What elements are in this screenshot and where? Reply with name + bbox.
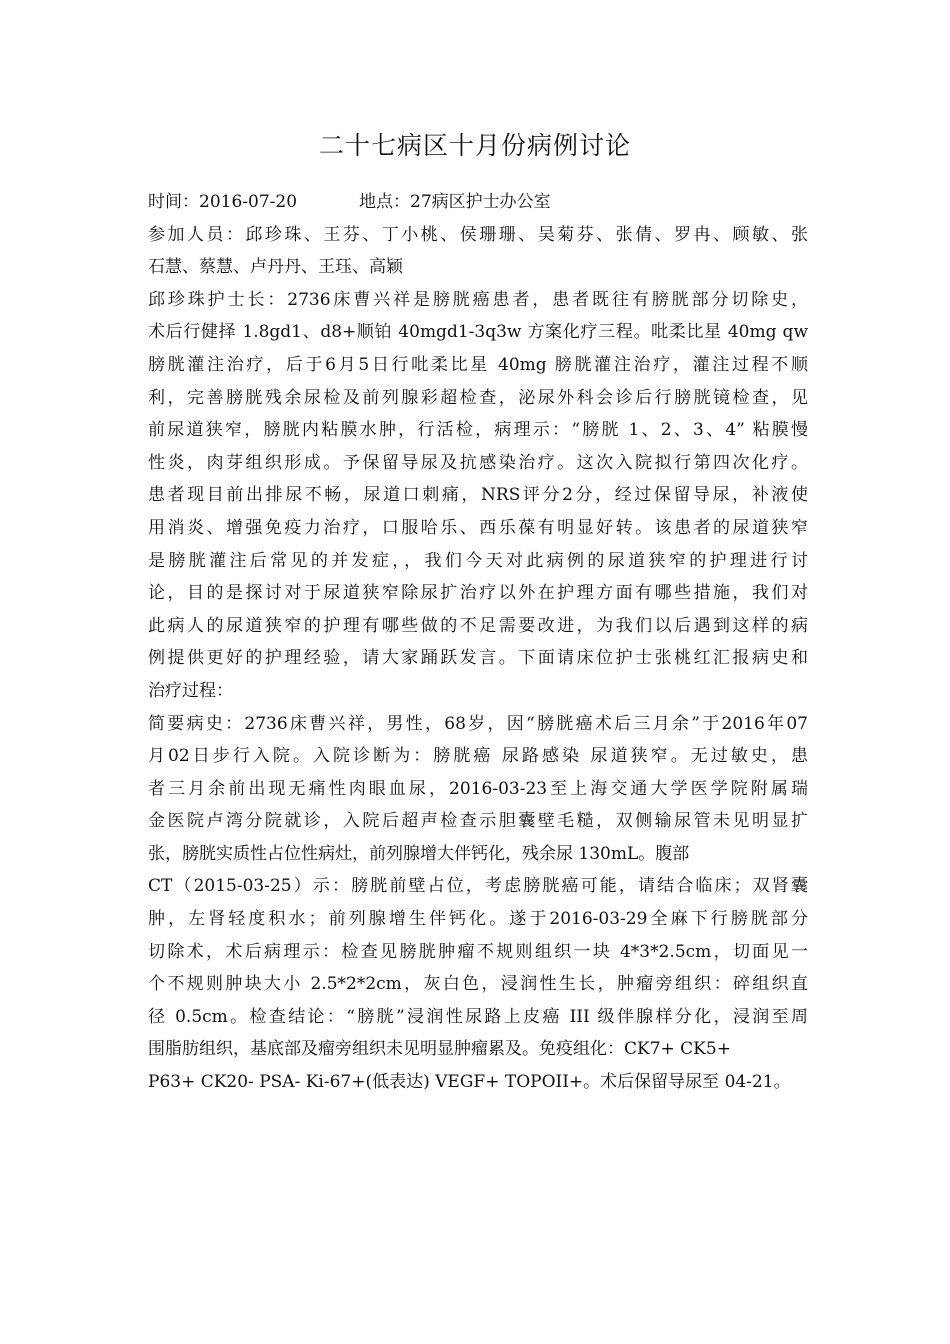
location-label: 地点：27病区护士办公室 [359,192,551,212]
text-line: 参加人员：邱珍珠、王芬、丁小桃、侯珊珊、吴菊芬、张倩、罗冉、顾敏、张 [148,224,808,245]
text-line: 前尿道狭窄，膀胱内粘膜水肿，行活检，病理示：“膀胱 1、2、3、4” 粘膜慢 [148,420,808,441]
text-line: 术后行健择 1.8gd1、d8+顺铂 40mgd1-3q3w 方案化疗三程。吡柔比星 40mg qw [148,322,808,343]
time-label: 时间：2016-07-20 [148,192,298,212]
text-line: 个不规则肿块大小 2.5*2*2cm，灰白色，浸润性生长，肿瘤旁组织：碎组织直 [148,974,808,995]
text-line: 月02日步行入院。入院诊断为：膀胱癌 尿路感染 尿道狭窄。无过敏史，患 [148,746,808,767]
text-line: 膀胱灌注治疗，后于6月5日行吡柔比星 40mg 膀胱灌注治疗，灌注过程不顺 [148,354,808,375]
text-line: 径 0.5cm。检查结论：“膀胱”浸润性尿路上皮癌 III 级伴腺样分化，浸润至周 [148,1006,808,1027]
page-title: 二十七病区十月份病例讨论 [318,131,631,160]
text-line: 邱珍珠护士长：2736床曹兴祥是膀胱癌患者，患者既往有膀胱部分切除史， [148,289,808,310]
text-line: 围脂肪组织，基底部及瘤旁组织未见明显肿瘤累及。免疫组化：CK7+ CK5+ [148,1039,731,1060]
text-line: 简要病史：2736床曹兴祥，男性，68岁，因“膀胱癌术后三月余”于2016年07 [148,713,808,734]
text-line: 利，完善膀胱残余尿检及前列腺彩超检查，泌尿外科会诊后行膀胱镜检查，见 [148,387,808,408]
text-line: 是膀胱灌注后常见的并发症，，我们今天对此病例的尿道狭窄的护理进行讨 [148,550,808,571]
text-line: P63+ CK20- PSA- Ki-67+(低表达) VEGF+ TOPOII+。术后保留导尿至 04-21。 [148,1072,791,1093]
text-line: 性炎，肉芽组织形成。予保留导尿及抗感染治疗。这次入院拟行第四次化疗。 [148,452,808,473]
text-line: 论，目的是探讨对于尿道狭窄除尿扩治疗以外在护理方面有哪些措施，我们对 [148,583,808,604]
text-line: 切除术，术后病理示：检查见膀胱肿瘤不规则组织一块 4*3*2.5cm，切面见一 [148,941,808,962]
document-body [148,186,808,1099]
text-line: 此病人的尿道狭窄的护理有哪些做的不足需要改进，为我们以后遇到这样的病 [148,615,808,636]
text-line: 用消炎、增强免疫力治疗，口服哈乐、西乐葆有明显好转。该患者的尿道狭窄 [148,517,808,538]
text-line: 肿，左肾轻度积水；前列腺增生伴钙化。遂于2016-03-29全麻下行膀胱部分 [148,909,808,930]
meta-line [148,186,808,219]
text-line: 者三月余前出现无痛性肉眼血尿，2016-03-23至上海交通大学医学院附属瑞 [148,778,808,799]
text-line: 治疗过程： [148,680,233,701]
text-line: 石慧、蔡慧、卢丹丹、王珏、高颖 [148,257,403,278]
text-line: 金医院卢湾分院就诊，入院后超声检查示胆囊壁毛糙，双侧输尿管未见明显扩 [148,811,808,832]
text-line: CT（2015-03-25）示：膀胱前壁占位，考虑膀胱癌可能，请结合临床；双肾囊 [148,876,808,897]
text-line: 例提供更好的护理经验，请大家踊跃发言。下面请床位护士张桃红汇报病史和 [148,648,808,669]
text-line: 患者现目前出排尿不畅，尿道口刺痛，NRS评分2分，经过保留导尿，补液使 [148,485,808,506]
text-line: 张，膀胱实质性占位性病灶，前列腺增大伴钙化，残余尿 130mL。腹部 [148,843,690,864]
